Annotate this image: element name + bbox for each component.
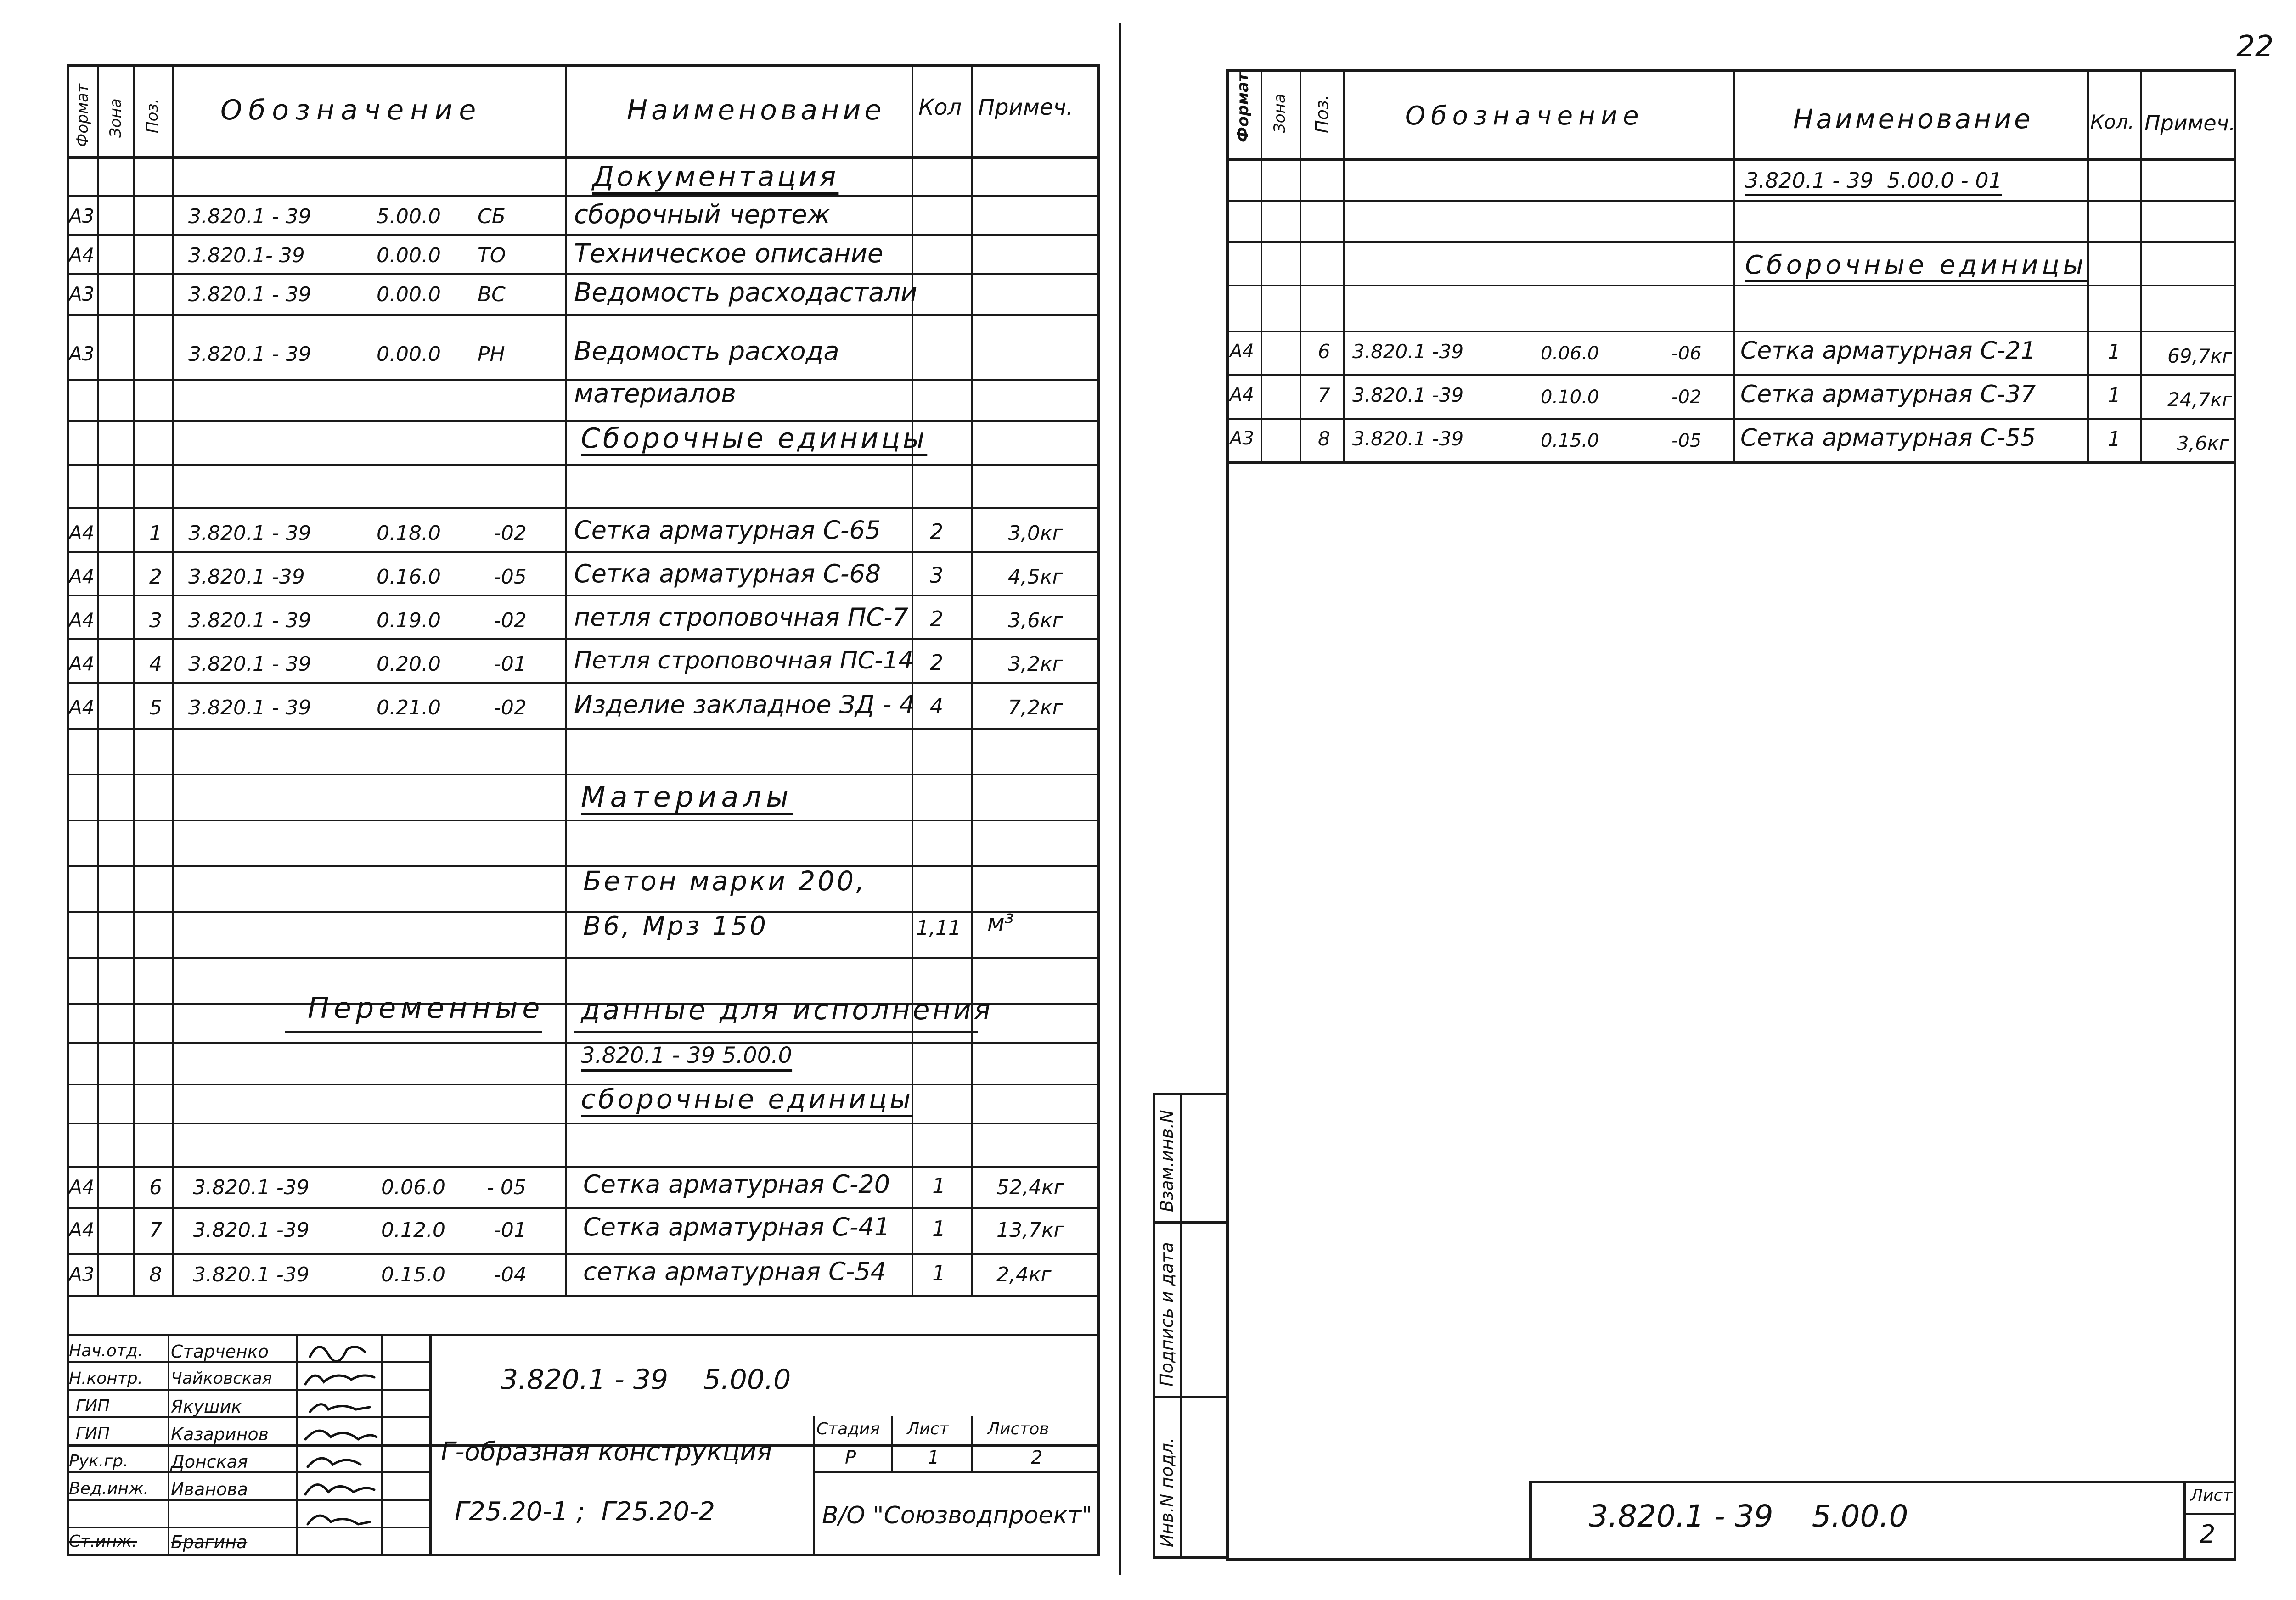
unit-format: А4 (69, 652, 95, 675)
unit-pos: 7 (149, 1218, 162, 1242)
inventory-original-label: Инв.N подл. (1157, 1437, 1177, 1547)
unit-pos: 2 (149, 565, 162, 589)
col-line (172, 64, 174, 1295)
unit-note: 13,7кг (996, 1218, 1064, 1242)
unit-name: Сетка арматурная С-20 (583, 1170, 890, 1199)
unit-name: петля строповочная ПС-7 (574, 603, 908, 632)
unit-code: 3.820.1 - 39 (188, 696, 311, 719)
unit-qty: 1 (2108, 340, 2121, 364)
role-label: Ст.инж. (69, 1532, 137, 1551)
unit-name: Сетка арматурная С-65 (574, 516, 881, 545)
doc-format: А3 (69, 342, 95, 365)
unit-qty: 1 (932, 1261, 946, 1286)
unit-note: 52,4кг (996, 1176, 1064, 1199)
doc-code: 3.820.1 - 39 (188, 342, 311, 366)
role-label: Н.контр. (69, 1369, 143, 1388)
unit-name: Сетка арматурная С-37 (1740, 381, 2036, 408)
unit-variant: -05 (1671, 430, 1702, 451)
doc-name: сборочный чертеж (574, 200, 831, 230)
unit-qty: 2 (930, 519, 944, 544)
header-name: Наименование (1793, 103, 2033, 135)
replacement-inventory-label: Взам.инв.N (1157, 1110, 1177, 1212)
unit-pos: 8 (1318, 427, 1330, 450)
unit-variant: -04 (494, 1263, 527, 1286)
doc-number: 0.00.0 (377, 342, 441, 366)
unit-name: Сетка арматурная С-68 (574, 559, 881, 588)
page-number: 22 (2236, 30, 2274, 64)
unit-code: 3.820.1 -39 (193, 1218, 310, 1242)
unit-pos: 7 (1318, 384, 1330, 406)
unit-qty: 1 (2108, 384, 2121, 407)
header-designation: Обозначение (1405, 101, 1644, 131)
title-block-doc-code: 3.820.1 - 39 5.00.0 (501, 1364, 791, 1396)
unit-pos: 6 (1318, 340, 1330, 363)
doc-number: 5.00.0 (377, 205, 441, 228)
role-label: Нач.отд. (69, 1342, 143, 1360)
material-line-1: Бетон марки 200, (583, 865, 867, 897)
title-block-top (67, 1295, 1100, 1297)
doc-number: 0.00.0 (377, 283, 441, 306)
variant-designation: 3.820.1 - 39 5.00.0 - 01 (1745, 168, 2002, 193)
header-zone: Зона (1271, 94, 1289, 133)
header-name: Наименование (627, 94, 885, 126)
unit-name: Сетка арматурная С-21 (1740, 337, 2036, 365)
unit-pos: 4 (149, 652, 162, 676)
doc-suffix: ВС (478, 283, 506, 306)
role-label: Рук.гр. (69, 1452, 129, 1471)
col-line (97, 64, 99, 1295)
right-specification-sheet (1226, 69, 2236, 1561)
doc-format: А3 (69, 205, 95, 227)
header-format: Формат (1234, 73, 1252, 142)
section-materials: Материалы (581, 780, 793, 814)
stamp-doc-code: 3.820.1 - 39 5.00.0 (1589, 1499, 1908, 1534)
section-documentation: Документация (592, 161, 839, 193)
unit-number: 0.15.0 (1541, 430, 1599, 451)
doc-format: А3 (69, 283, 95, 305)
variable-data-label-left: Переменные (308, 991, 545, 1025)
doc-name: Ведомость расхода (574, 337, 839, 366)
unit-number: 0.12.0 (381, 1218, 445, 1242)
unit-note: 3,0кг (1008, 522, 1063, 545)
unit-pos: 1 (149, 522, 162, 545)
title-block-line (67, 1334, 1100, 1336)
col-line (565, 64, 567, 1295)
unit-name: Сетка арматурная С-55 (1740, 424, 2036, 452)
unit-number: 0.16.0 (377, 565, 441, 589)
unit-variant: -06 (1671, 343, 1702, 364)
header-designation: Обозначение (220, 94, 483, 126)
unit-variant: -05 (494, 565, 527, 589)
sheets-label: Листов (987, 1420, 1049, 1438)
unit-number: 0.10.0 (1541, 387, 1599, 408)
stamp-sheet-label: Лист (2190, 1486, 2233, 1505)
unit-qty: 1 (2108, 427, 2121, 451)
role-label: Вед.инж. (69, 1479, 149, 1498)
sheets-value: 2 (1031, 1447, 1043, 1468)
unit-name: сетка арматурная С-54 (583, 1257, 887, 1286)
doc-code: 3.820.1 - 39 (188, 283, 311, 306)
unit-qty: 1 (932, 1173, 946, 1198)
person-name: Якушик (171, 1397, 242, 1417)
doc-suffix: СБ (478, 205, 506, 228)
unit-format: А3 (69, 1263, 95, 1286)
section-assembly-units: Сборочные единицы (1745, 250, 2087, 280)
section-assembly-units: Сборочные единицы (581, 422, 928, 455)
unit-note: 7,2кг (1008, 696, 1063, 719)
unit-variant: -02 (1671, 387, 1702, 408)
organization: В/О "Союзводпроект" (822, 1502, 1092, 1529)
person-name: Иванова (171, 1479, 248, 1499)
unit-number: 0.19.0 (377, 609, 441, 632)
unit-name: Сетка арматурная С-41 (583, 1213, 890, 1241)
doc-name: Техническое описание (574, 239, 884, 269)
material-line-2: В6, Мрз 150 (583, 911, 768, 941)
section-assembly-units-2: сборочные единицы (581, 1084, 913, 1115)
unit-note: 24,7кг (2167, 388, 2232, 411)
header-format: Формат (73, 84, 92, 147)
unit-variant: -01 (494, 1218, 527, 1242)
unit-code: 3.820.1 -39 (188, 565, 305, 589)
unit-variant: -02 (494, 522, 527, 545)
signature-date-label: Подпись и дата (1157, 1242, 1177, 1387)
doc-number: 0.00.0 (377, 244, 441, 267)
stage-label: Стадия (816, 1420, 880, 1438)
person-name: Донская (171, 1452, 248, 1472)
person-name: Брагина (171, 1532, 248, 1552)
material-note: м³ (987, 909, 1014, 936)
unit-note: 3,2кг (1008, 652, 1063, 676)
unit-qty: 1 (932, 1216, 946, 1241)
col-line (971, 64, 973, 1295)
header-pos: Поз. (143, 98, 162, 133)
unit-variant: -01 (494, 652, 527, 676)
unit-number: 0.21.0 (377, 696, 441, 719)
unit-format: А4 (69, 696, 95, 719)
header-pos: Поз. (1312, 94, 1332, 133)
unit-variant: -02 (494, 696, 527, 719)
unit-number: 0.06.0 (1541, 343, 1599, 364)
unit-number: 0.18.0 (377, 522, 441, 545)
unit-pos: 5 (149, 696, 162, 719)
unit-pos: 8 (149, 1263, 162, 1286)
unit-note: 2,4кг (996, 1263, 1052, 1286)
doc-suffix: РН (478, 342, 505, 366)
unit-format: А4 (1230, 341, 1254, 362)
unit-format: А4 (69, 565, 95, 588)
sheet-label: Лист (907, 1420, 949, 1438)
unit-code: 3.820.1 -39 (1352, 427, 1464, 450)
unit-variant: - 05 (487, 1176, 526, 1199)
person-name: Казаринов (171, 1424, 269, 1444)
unit-variant: -02 (494, 609, 527, 632)
unit-code: 3.820.1 -39 (1352, 340, 1464, 363)
sheet-value: 1 (928, 1447, 940, 1468)
unit-format: А4 (1230, 384, 1254, 405)
unit-pos: 3 (149, 609, 162, 632)
unit-format: А4 (69, 1176, 95, 1198)
unit-number: 0.20.0 (377, 652, 441, 676)
unit-name: Петля строповочная ПС-14 (574, 647, 914, 674)
unit-format: А3 (1230, 428, 1254, 449)
unit-number: 0.15.0 (381, 1263, 445, 1286)
doc-name-continuation: материалов (574, 379, 736, 409)
unit-name: Изделие закладное ЗД - 4 (574, 690, 915, 719)
stage-value: Р (845, 1447, 856, 1468)
material-qty: 1,11 (916, 916, 961, 940)
header-note: Примеч. (978, 95, 1074, 120)
doc-suffix: ТО (478, 244, 506, 267)
role-label: ГИП (76, 1424, 110, 1443)
center-fold-line (1119, 23, 1121, 1575)
unit-note: 3,6кг (2177, 432, 2229, 455)
title-block-title-2: Г25.20-1 ; Г25.20-2 (455, 1497, 715, 1527)
title-block-title-1: Г-образная конструкция (441, 1437, 772, 1467)
unit-format: А4 (69, 1218, 95, 1241)
variable-data-label-right: данные для исполнения (581, 994, 993, 1026)
doc-code: 3.820.1- 39 (188, 244, 305, 267)
header-line (67, 156, 1100, 159)
unit-qty: 2 (930, 606, 944, 631)
unit-note: 69,7кг (2167, 345, 2232, 367)
doc-code: 3.820.1 - 39 (188, 205, 311, 228)
unit-qty: 4 (930, 694, 944, 719)
unit-format: А4 (69, 522, 95, 544)
header-qty: Кол (918, 95, 962, 120)
unit-code: 3.820.1 -39 (1352, 384, 1464, 406)
unit-pos: 6 (149, 1176, 162, 1199)
unit-code: 3.820.1 -39 (193, 1263, 310, 1286)
unit-code: 3.820.1 -39 (193, 1176, 310, 1199)
col-line (133, 64, 135, 1295)
unit-code: 3.820.1 - 39 (188, 652, 311, 676)
header-note: Примеч. (2144, 111, 2236, 135)
role-label: ГИП (76, 1397, 110, 1415)
unit-number: 0.06.0 (381, 1176, 445, 1199)
unit-format: А4 (69, 609, 95, 631)
unit-qty: 2 (930, 650, 944, 675)
signatures-column (296, 1334, 381, 1556)
unit-code: 3.820.1 - 39 (188, 522, 311, 545)
unit-note: 4,5кг (1008, 565, 1063, 589)
unit-qty: 3 (930, 563, 944, 588)
doc-name: Ведомость расходастали (574, 278, 917, 308)
header-zone: Зона (107, 98, 125, 138)
variant-designation: 3.820.1 - 39 5.00.0 (581, 1043, 793, 1068)
person-name: Старченко (171, 1342, 269, 1362)
stamp-sheet-number: 2 (2200, 1520, 2216, 1549)
person-name: Чайковская (171, 1369, 272, 1388)
header-qty: Кол. (2090, 111, 2134, 133)
unit-code: 3.820.1 - 39 (188, 609, 311, 632)
stamp-top-line (1529, 1481, 2236, 1483)
doc-format: А4 (69, 244, 95, 266)
unit-note: 3,6кг (1008, 609, 1063, 632)
